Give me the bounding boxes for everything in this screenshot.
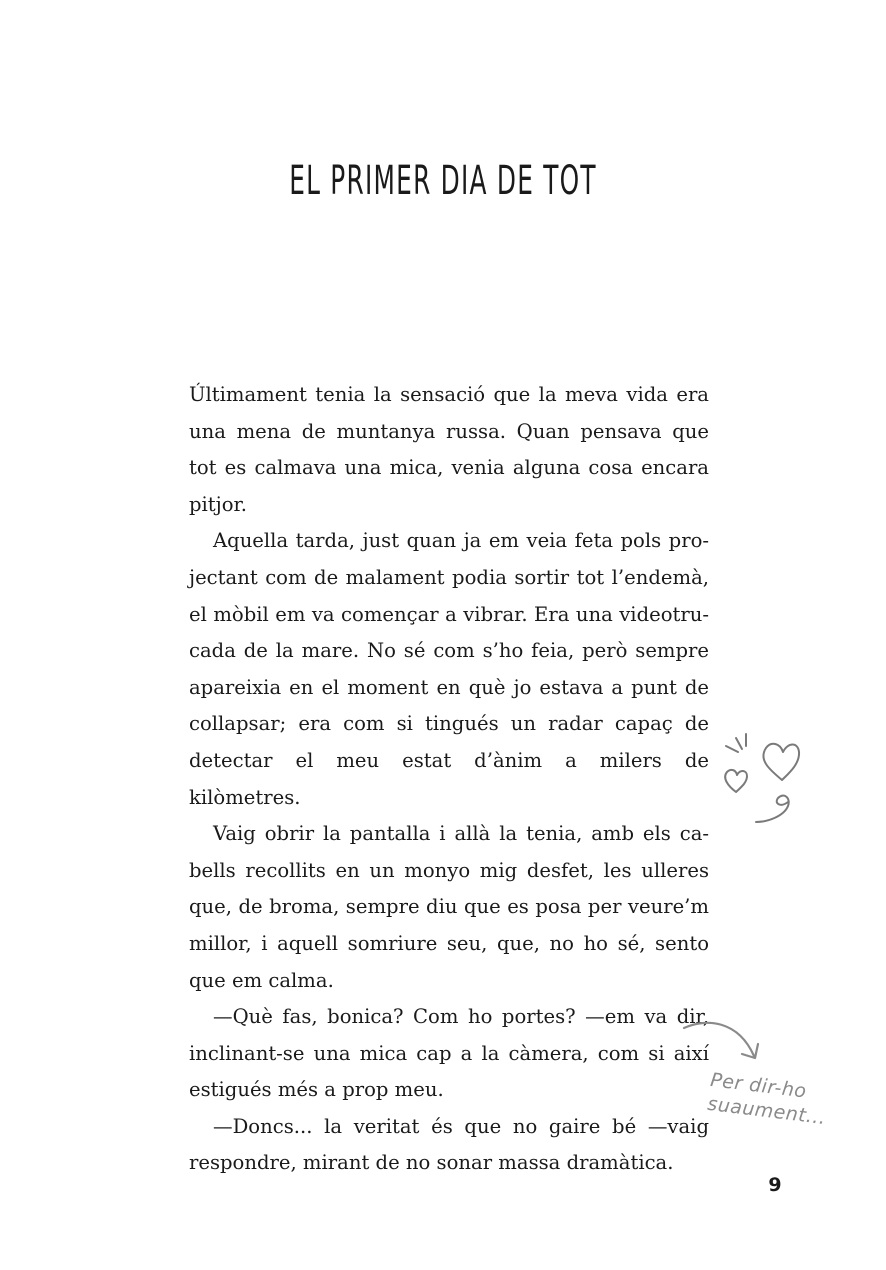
paragraph: Aquella tarda, just quan ja em veia feta pols projectant com de malament podia sortir tot l’endemà, el mòbil em va començar a vibrar. Era una videotrucada de la mare. No sé com s’ho feia, però sempre apareixia en el moment en què jo estava a punt de collapsar; era com si tingués un radar capaç de detectar el meu estat d’ànim a milers de kilòmetres. [189,529,709,809]
hearts-doodle-icon [718,730,808,830]
page-number: 9 [768,1174,782,1196]
paragraph: Últimament tenia la sensació que la meva vida era una mena de muntanya russa. Quan pensava que tot es calmava una mica, venia alguna cosa encara pitjor. [189,383,709,516]
chapter-title: EL PRIMER DIA DE TOT [289,158,597,204]
annotation-line: suaument... [706,1092,828,1130]
curved-arrow-icon [680,1018,770,1068]
annotation-line: Per dir-ho [709,1068,808,1103]
paragraph: —Doncs... la veritat és que no gaire bé —vaig respondre, mirant de no sonar massa dramàtica. [189,1114,709,1175]
paragraph: Vaig obrir la pantalla i allà la tenia, amb els cabells recollits en un monyo mig desfet, les ulleres que, de broma, sempre diu que es posa per veure’m millor, i aquell somriure seu, que, no ho sé, sento que em calma. [189,822,709,992]
body-text [189,377,709,1182]
paragraph: —Què fas, bonica? Com ho portes? —em va dir, inclinant-se una mica cap a la càmera, com si així estigués més a prop meu. [189,1005,709,1102]
handwritten-annotation [706,1068,851,1133]
